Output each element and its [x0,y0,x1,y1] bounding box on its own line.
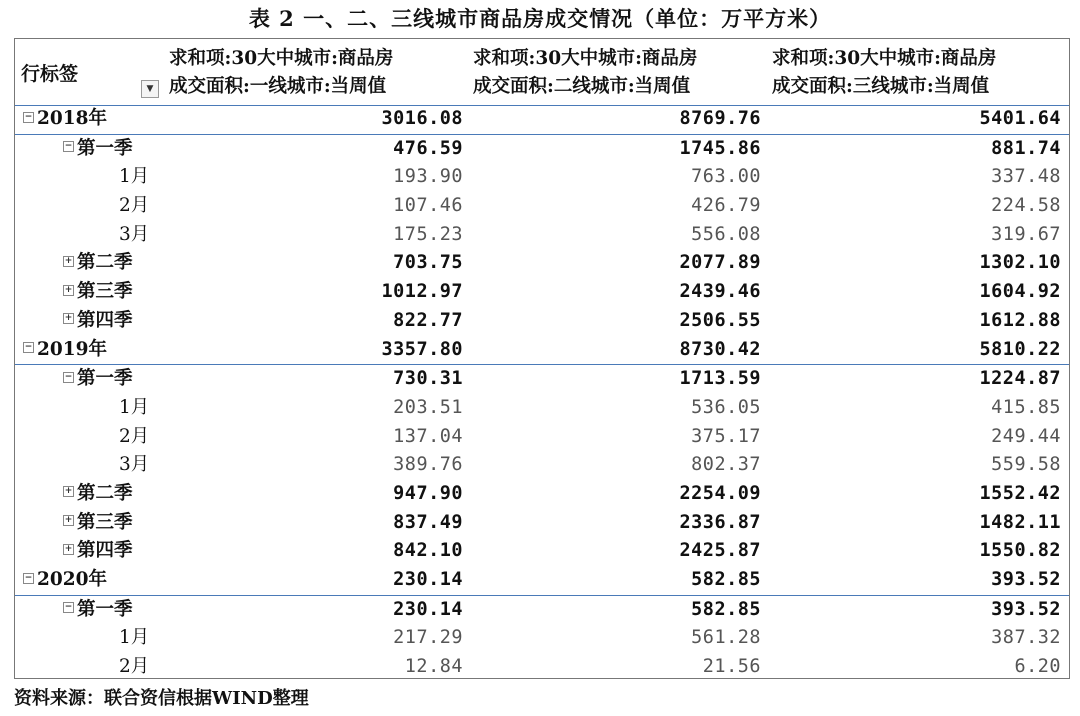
cell-value-tier3: 387.32 [991,627,1061,649]
quarter-row [15,537,1069,566]
column-header-tier2[interactable]: 求和项:30大中城市:商品房 成交面积:二线城市:当周值 [473,48,698,97]
month-row [15,423,1069,452]
cell-value-tier2: 802.37 [691,454,761,476]
row-label [23,336,107,365]
month-row [15,163,1069,192]
cell-value-tier2: 2506.55 [679,309,761,331]
table-header [15,39,1069,106]
cell-value-tier3: 1552.42 [979,482,1061,504]
cell-value-tier1: 203.51 [393,396,463,418]
row-label-text: 2月 [119,195,150,217]
cell-value-tier1: 107.46 [393,195,463,217]
cell-value-tier1: 193.90 [393,166,463,188]
cell-value-tier1: 12.84 [404,656,463,678]
row-label [63,365,133,394]
cell-value-tier2: 2425.87 [679,540,761,562]
cell-value-tier3: 249.44 [991,425,1061,447]
row-label-text: 第二季 [77,252,133,274]
row-label-text: 第一季 [77,137,133,159]
quarter-row [15,480,1069,509]
year-row [15,566,1069,596]
cell-value-tier1: 842.10 [393,540,463,562]
cell-value-tier1: 3357.80 [381,338,463,360]
cell-value-tier2: 561.28 [691,627,761,649]
cell-value-tier1: 1012.97 [381,281,463,303]
row-label [23,566,107,595]
column-header-tier1[interactable]: 求和项:30大中城市:商品房 成交面积:一线城市:当周值 [169,48,394,97]
expand-icon[interactable]: + [64,515,73,526]
row-label [119,192,149,221]
cell-value-tier3: 337.48 [991,166,1061,188]
row-label-text: 第三季 [77,511,133,533]
cell-value-tier1: 217.29 [393,627,463,649]
cell-value-tier3: 393.52 [991,569,1061,590]
collapse-icon[interactable]: − [24,572,33,583]
row-label-text: 3月 [119,454,150,476]
cell-value-tier2: 582.85 [691,598,761,620]
row-label-text: 1月 [119,396,150,418]
row-label-text: 2月 [119,425,150,447]
collapse-icon[interactable]: − [24,111,33,122]
cell-value-tier3: 1550.82 [979,540,1061,562]
cell-value-tier3: 1604.92 [979,281,1061,303]
cell-value-tier2: 536.05 [691,396,761,418]
column-header-tier3[interactable]: 求和项:30大中城市:商品房 成交面积:三线城市:当周值 [772,48,997,97]
quarter-row [15,509,1069,538]
cell-value-tier3: 393.52 [991,598,1061,620]
cell-value-tier2: 426.79 [691,195,761,217]
row-label [63,249,133,278]
cell-value-tier1: 837.49 [393,511,463,533]
expand-icon[interactable]: + [64,284,73,295]
cell-value-tier2: 2439.46 [679,281,761,303]
collapse-icon[interactable]: − [64,602,73,613]
dropdown-arrow-icon[interactable]: ▼ [141,80,159,98]
row-label-text: 2020年 [37,569,107,590]
row-label-text: 第一季 [77,598,133,620]
cell-value-tier2: 1713.59 [679,368,761,390]
cell-value-tier1: 476.59 [393,137,463,159]
cell-value-tier2: 21.56 [702,656,761,678]
cell-value-tier3: 1224.87 [979,368,1061,390]
row-label-text: 2019年 [37,338,107,360]
cell-value-tier2: 375.17 [691,425,761,447]
cell-value-tier1: 389.76 [393,454,463,476]
row-label-text: 第一季 [77,368,133,390]
year-row [15,336,1069,366]
row-label [119,394,149,423]
expand-icon[interactable]: + [64,255,73,266]
row-label-text: 第二季 [77,482,133,504]
cell-value-tier1: 947.90 [393,482,463,504]
month-row [15,451,1069,480]
row-label-text: 第三季 [77,281,133,303]
cell-value-tier1: 703.75 [393,252,463,274]
row-label-text: 3月 [119,223,150,245]
row-label [63,596,133,625]
cell-value-tier3: 1482.11 [979,511,1061,533]
cell-value-tier3: 224.58 [991,195,1061,217]
cell-value-tier3: 319.67 [991,223,1061,245]
month-row [15,192,1069,221]
row-label [119,653,149,679]
quarter-row [15,278,1069,307]
row-label [63,307,133,336]
cell-value-tier2: 763.00 [691,166,761,188]
row-label [23,105,107,134]
cell-value-tier2: 582.85 [691,569,761,590]
cell-value-tier3: 559.58 [991,454,1061,476]
year-row [15,105,1069,135]
row-label [119,451,149,480]
expand-icon[interactable]: + [64,313,73,324]
row-labels-header: 行标签 [21,63,79,85]
row-label-text: 2月 [119,656,150,678]
quarter-row [15,135,1069,164]
row-label [119,624,149,653]
cell-value-tier3: 1612.88 [979,309,1061,331]
cell-value-tier2: 2077.89 [679,252,761,274]
expand-icon[interactable]: + [64,486,73,497]
month-row [15,221,1069,250]
cell-value-tier2: 8769.76 [679,108,761,129]
month-row [15,394,1069,423]
row-label [63,135,133,164]
quarter-row [15,365,1069,394]
cell-value-tier1: 230.14 [393,569,463,590]
collapse-icon[interactable]: − [24,342,33,352]
cell-value-tier2: 1745.86 [679,137,761,159]
cell-value-tier1: 730.31 [393,368,463,390]
row-label-text: 1月 [119,627,150,649]
expand-icon[interactable]: + [64,543,73,554]
quarter-row [15,249,1069,278]
cell-value-tier3: 1302.10 [979,252,1061,274]
cell-value-tier2: 2336.87 [679,511,761,533]
table-title: 表 2 一、二、三线城市商品房成交情况（单位：万平方米） [248,6,832,31]
row-label-text: 第四季 [77,309,133,331]
quarter-row [15,596,1069,625]
cell-value-tier3: 5401.64 [979,108,1061,129]
cell-value-tier1: 175.23 [393,223,463,245]
collapse-icon[interactable]: − [64,371,73,382]
cell-value-tier3: 881.74 [991,137,1061,159]
collapse-icon[interactable]: − [64,141,73,152]
row-label-text: 1月 [119,166,150,188]
cell-value-tier2: 2254.09 [679,482,761,504]
table-body [15,105,1069,679]
month-row [15,624,1069,653]
row-label [63,278,133,307]
row-label-text: 第四季 [77,540,133,562]
cell-value-tier1: 822.77 [393,309,463,331]
cell-value-tier2: 8730.42 [679,338,761,360]
cell-value-tier1: 137.04 [393,425,463,447]
row-label-text: 2018年 [37,108,107,129]
cell-value-tier1: 230.14 [393,598,463,620]
row-label [63,480,133,509]
pivot-table [14,38,1070,679]
cell-value-tier3: 5810.22 [979,338,1061,360]
row-label [119,423,149,452]
row-label [119,163,149,192]
cell-value-tier1: 3016.08 [381,108,463,129]
month-row [15,653,1069,679]
quarter-row [15,307,1069,336]
source-note: 资料来源：联合资信根据WIND整理 [14,688,309,709]
cell-value-tier3: 6.20 [1014,656,1061,678]
row-label [63,509,133,538]
row-label [119,221,149,250]
cell-value-tier3: 415.85 [991,396,1061,418]
cell-value-tier2: 556.08 [691,223,761,245]
row-label [63,537,133,566]
